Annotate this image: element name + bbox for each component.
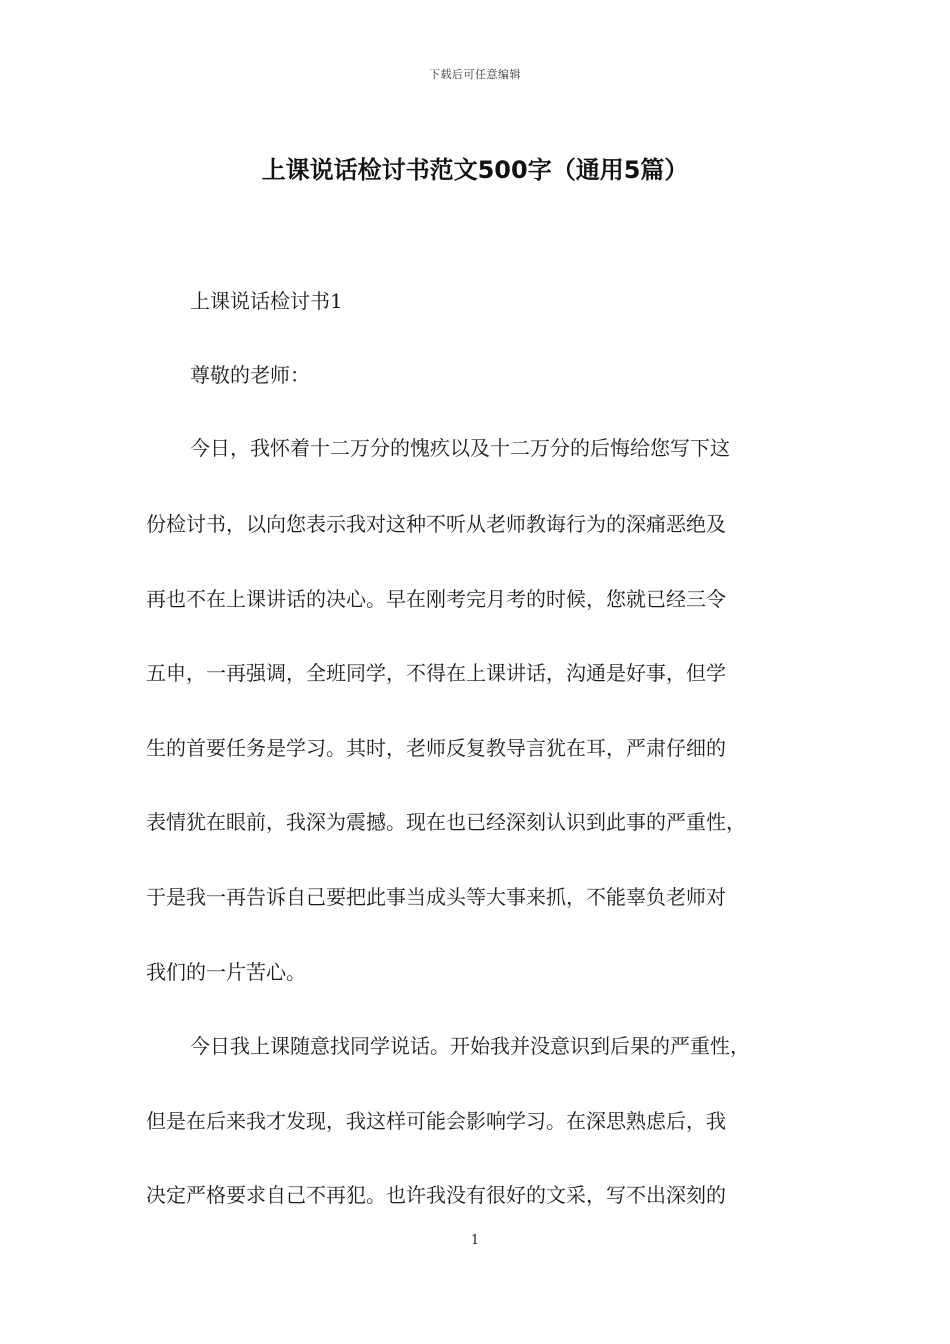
paragraph-line: 表情犹在眼前，我深为震撼。现在也已经深刻认识到此事的严重性， — [146, 810, 746, 834]
paragraph-line: 份检讨书，以向您表示我对这种不听从老师教诲行为的深痛恶绝及 — [146, 512, 726, 536]
paragraph-line: 决定严格要求自己不再犯。也许我没有很好的文采，写不出深刻的 — [146, 1183, 726, 1207]
paragraph-line: 生的首要任务是学习。其时，老师反复教导言犹在耳，严肃仔细的 — [146, 736, 726, 760]
salutation: 尊敬的老师： — [190, 363, 310, 387]
header-note: 下载后可任意编辑 — [429, 68, 521, 81]
paragraph-line: 但是在后来我才发现，我这样可能会影响学习。在深思熟虑后，我 — [146, 1109, 726, 1133]
section-heading: 上课说话检讨书1 — [190, 289, 343, 313]
paragraph-line: 我们的一片苦心。 — [146, 960, 306, 984]
paragraph-line: 今日我上课随意找同学说话。开始我并没意识到后果的严重性， — [190, 1034, 750, 1058]
paragraph-line: 再也不在上课讲话的决心。早在刚考完月考的时候，您就已经三令 — [146, 587, 726, 611]
document-title: 上课说话检讨书范文500字（通用5篇） — [261, 156, 689, 184]
paragraph-line: 于是我一再告诉自己要把此事当成头等大事来抓，不能辜负老师对 — [146, 885, 726, 909]
paragraph-line: 今日，我怀着十二万分的愧疚以及十二万分的后悔给您写下这 — [190, 436, 730, 460]
paragraph-line: 五申，一再强调，全班同学，不得在上课讲话，沟通是好事，但学 — [146, 661, 726, 685]
page-number: 1 — [470, 1233, 480, 1248]
